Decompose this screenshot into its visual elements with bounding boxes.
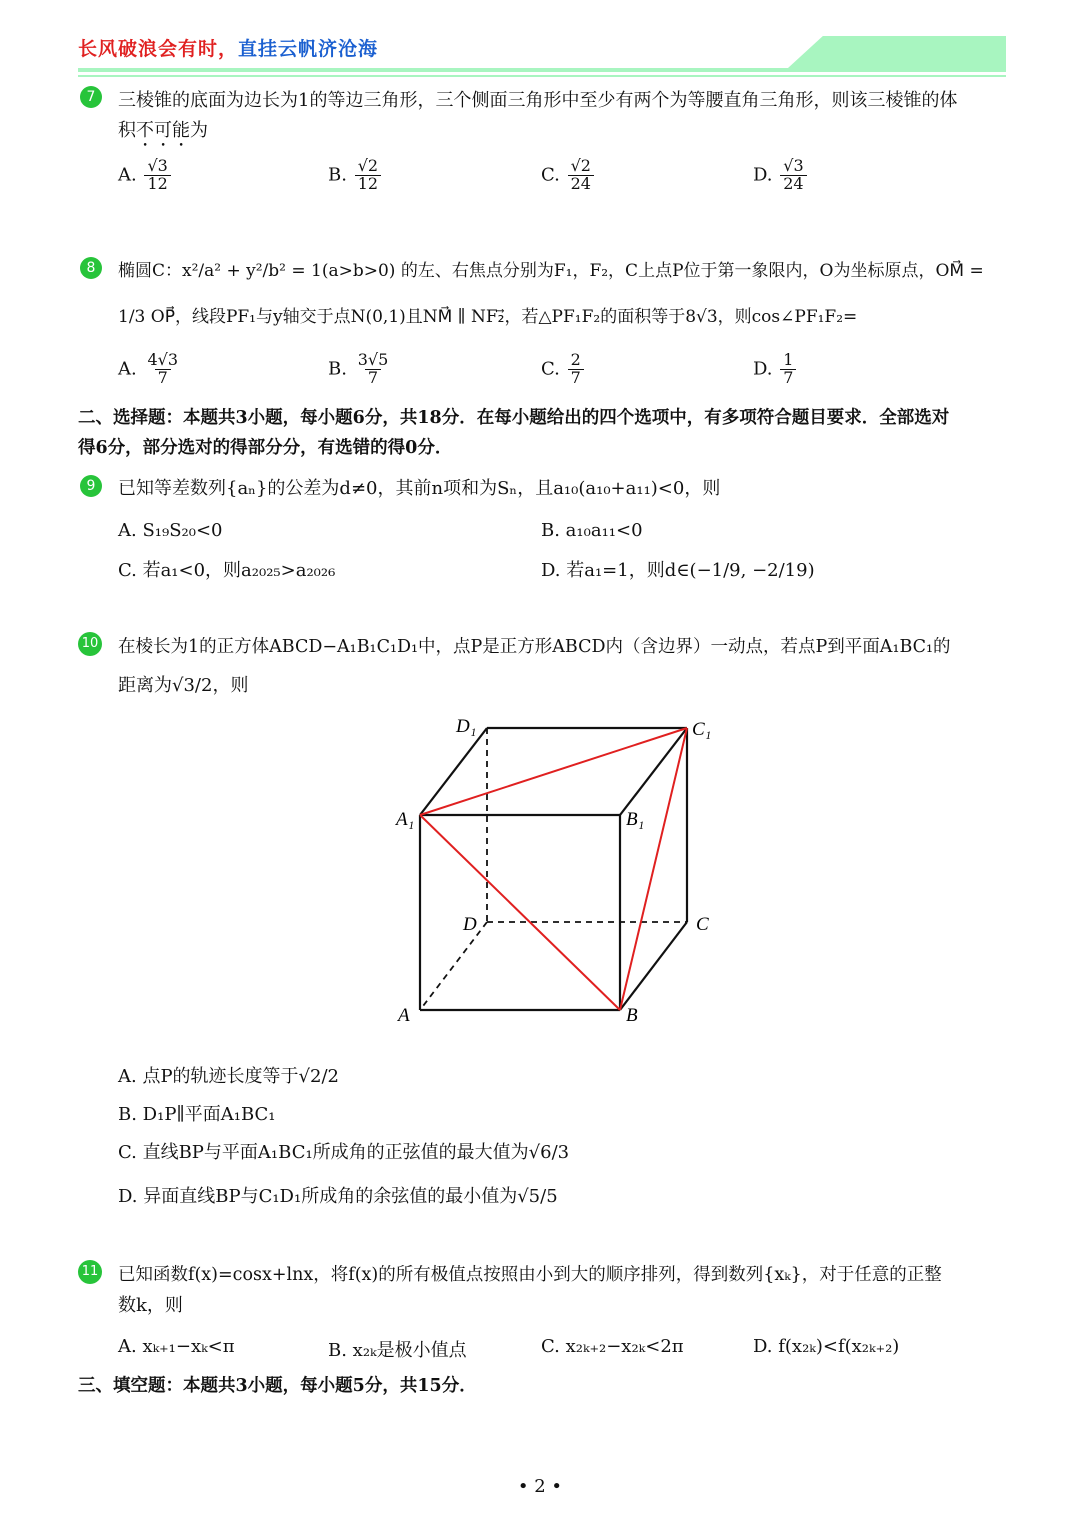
q9-option-d: D. 若a₁=1，则d∈(−1/9, −2/19) bbox=[541, 560, 815, 581]
q11-option-a: A. xₖ₊₁−xₖ<π bbox=[118, 1336, 235, 1357]
q7-option-d: D. $\frac{√3}{24}$ bbox=[753, 158, 809, 193]
q11-option-c: C. x₂ₖ₊₂−x₂ₖ<2π bbox=[541, 1336, 684, 1357]
q7-option-b: B. $\frac{√2}{12}$ bbox=[328, 158, 383, 193]
label-A1: A₁ bbox=[396, 809, 415, 830]
section-2-heading-line1: 二、选择题：本题共3小题，每小题6分，共18分．在每小题给出的四个选项中，有多项符合题目要求．全部选对 bbox=[78, 408, 950, 428]
question-number-10: 10 bbox=[78, 632, 102, 656]
header-rule bbox=[78, 68, 1006, 72]
q7-stem-line1: 三棱锥的底面为边长为1的等边三角形，三个侧面三角形中至少有两个为等腰直角三角形，则该三棱锥的体 bbox=[118, 90, 958, 111]
edge-A1D1 bbox=[420, 728, 487, 815]
label-D: D bbox=[463, 914, 477, 935]
label-A: A bbox=[398, 1005, 410, 1026]
q9-option-c: C. 若a₁<0，则a₂₀₂₅>a₂₀₂₆ bbox=[118, 560, 336, 581]
question-number-9: 9 bbox=[80, 475, 102, 497]
slogan-part1: 长风破浪会有时， bbox=[78, 38, 239, 60]
q10-option-b: B. D₁P∥平面A₁BC₁ bbox=[118, 1104, 276, 1125]
q8-option-a: A. $\frac{4√3}{7}$ bbox=[118, 350, 179, 387]
question-number-11: 11 bbox=[78, 1260, 102, 1284]
label-B: B bbox=[626, 1005, 638, 1026]
cube-figure bbox=[380, 705, 720, 1035]
q7-option-c: C. $\frac{√2}{24}$ bbox=[541, 158, 596, 193]
header-slogan bbox=[78, 34, 378, 61]
q9-option-a: A. S₁₉S₂₀<0 bbox=[118, 520, 223, 541]
red-line-A1C1 bbox=[420, 728, 687, 815]
header-decor-tab bbox=[788, 36, 1006, 68]
q9-option-b: B. a₁₀a₁₁<0 bbox=[541, 520, 643, 541]
q8-stem-line1: 椭圆C：x²/a² + y²/b² = 1(a>b>0) 的左、右焦点分别为F₁，F₂，C上点P位于第一象限内，O为坐标原点，OM⃗ = bbox=[118, 261, 984, 281]
page-number: • 2 • bbox=[517, 1476, 563, 1497]
q10-option-a: A. 点P的轨迹长度等于√2/2 bbox=[118, 1066, 339, 1087]
section-3-heading: 三、填空题：本题共3小题，每小题5分，共15分． bbox=[78, 1376, 477, 1396]
q11-option-d: D. f(x₂ₖ)<f(x₂ₖ₊₂) bbox=[753, 1336, 900, 1357]
q10-option-c: C. 直线BP与平面A₁BC₁所成角的正弦值的最大值为√6/3 bbox=[118, 1142, 570, 1163]
q8-option-d: D. $\frac{1}{7}$ bbox=[753, 352, 798, 387]
question-number-7: 7 bbox=[80, 86, 102, 108]
label-B1: B₁ bbox=[626, 809, 645, 830]
question-number-8: 8 bbox=[80, 257, 102, 279]
q7-stem-line2: 积不可能为 bbox=[118, 120, 208, 141]
slogan-part2: 直挂云帆济沧海 bbox=[238, 38, 379, 60]
q10-stem-line1: 在棱长为1的正方体ABCD−A₁B₁C₁D₁中，点P是正方形ABCD内（含边界）一动点，若点P到平面A₁BC₁的 bbox=[118, 637, 951, 657]
emphasis-text: 不可能 bbox=[136, 120, 190, 141]
q9-stem: 已知等差数列{aₙ}的公差为d≠0，其前n项和为Sₙ，且a₁₀(a₁₀+a₁₁)<0，则 bbox=[118, 478, 721, 499]
q8-option-b: B. $\frac{3√5}{7}$ bbox=[328, 350, 389, 387]
q11-option-b: B. x₂ₖ是极小值点 bbox=[328, 1340, 467, 1361]
q8-option-c: C. $\frac{2}{7}$ bbox=[541, 352, 586, 387]
q10-option-d: D. 异面直线BP与C₁D₁所成角的余弦值的最小值为√5/5 bbox=[118, 1186, 558, 1207]
q8-stem-line2: 1/3 OP⃗，线段PF₁与y轴交于点N(0,1)且NM⃗ ∥ NF₂⃗，若△PF₁F₂的面积等于8√3，则cos∠PF₁F₂= bbox=[118, 307, 858, 327]
page-header bbox=[0, 0, 1080, 80]
header-rule-thin bbox=[78, 75, 1006, 77]
red-line-A1B bbox=[420, 815, 620, 1010]
section-2-heading-line2: 得6分，部分选对的得部分分，有选错的得0分． bbox=[78, 438, 453, 458]
label-D1: D₁ bbox=[456, 716, 477, 737]
q11-stem-line2: 数k，则 bbox=[118, 1295, 183, 1316]
label-C: C bbox=[696, 914, 709, 935]
edge-DA bbox=[420, 922, 487, 1010]
label-C1: C₁ bbox=[692, 719, 712, 740]
q10-stem-line2: 距离为√3/2，则 bbox=[118, 675, 249, 696]
q7-option-a: A. $\frac{√3}{12}$ bbox=[118, 158, 173, 193]
q11-stem-line1: 已知函数f(x)=cosx+lnx，将f(x)的所有极值点按照由小到大的顺序排列，得到数列{xₖ}，对于任意的正整 bbox=[118, 1265, 942, 1285]
